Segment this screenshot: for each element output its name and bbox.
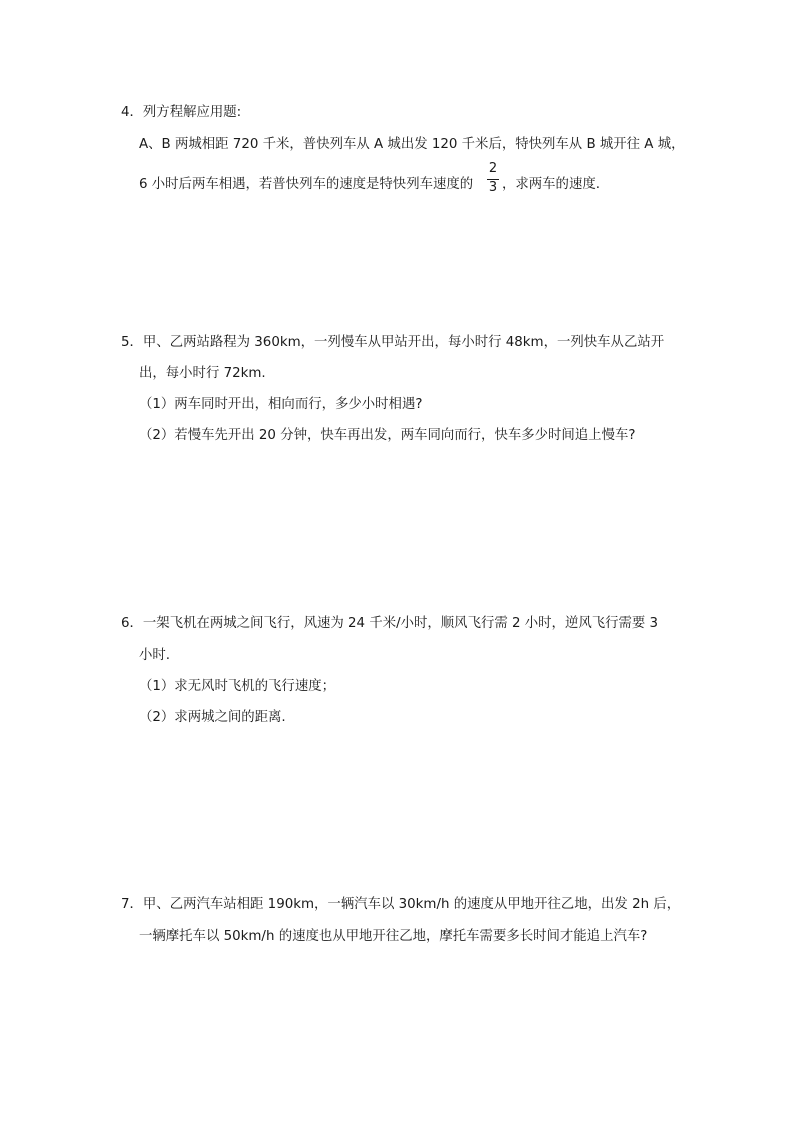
problem-5-line-1: 5．甲、乙两站路程为 360km，一列慢车从甲站开出，每小时行 48km，一列快车从乙站开 bbox=[121, 335, 665, 350]
problem-4-line-2a: 6 小时后两车相遇，若普快列车的速度是特快列车速度的 bbox=[139, 177, 474, 192]
problem-6-line-2: 小时. bbox=[139, 648, 171, 663]
problem-4-line-1: A、B 两城相距 720 千米，普快列车从 A 城出发 120 千米后，特快列车从 B 城开往 A 城， bbox=[139, 137, 685, 152]
problem-4-line-2b: ，求两车的速度. bbox=[502, 177, 600, 192]
problem-7-line-1: 7．甲、乙两汽车站相距 190km，一辆汽车以 30km/h 的速度从甲地开往乙地，出发 2h 后， bbox=[121, 897, 681, 912]
problem-6-sub-1: （1）求无风时飞机的飞行速度； bbox=[139, 679, 335, 694]
problem-5-line-2: 出，每小时行 72km. bbox=[139, 366, 266, 381]
problem-6-line-1: 6．一架飞机在两城之间飞行，风速为 24 千米/小时，顺风飞行需 2 小时，逆风飞行需要 3 bbox=[121, 616, 659, 631]
problem-6-sub-2: （2）求两城之间的距离. bbox=[139, 710, 286, 725]
problem-5-sub-2: （2）若慢车先开出 20 分钟，快车再出发，两车同向而行，快车多少时间追上慢车? bbox=[139, 428, 636, 443]
problem-7-line-2: 一辆摩托车以 50km/h 的速度也从甲地开往乙地，摩托车需要多长时间才能追上汽车? bbox=[139, 929, 648, 944]
problem-5-sub-1: （1）两车同时开出，相向而行，多少小时相遇? bbox=[139, 397, 423, 412]
fraction-denominator: 3 bbox=[488, 180, 498, 195]
problem-4-heading: 4．列方程解应用题: bbox=[121, 105, 242, 120]
fraction-two-thirds bbox=[486, 162, 500, 198]
fraction-numerator: 2 bbox=[488, 161, 498, 176]
